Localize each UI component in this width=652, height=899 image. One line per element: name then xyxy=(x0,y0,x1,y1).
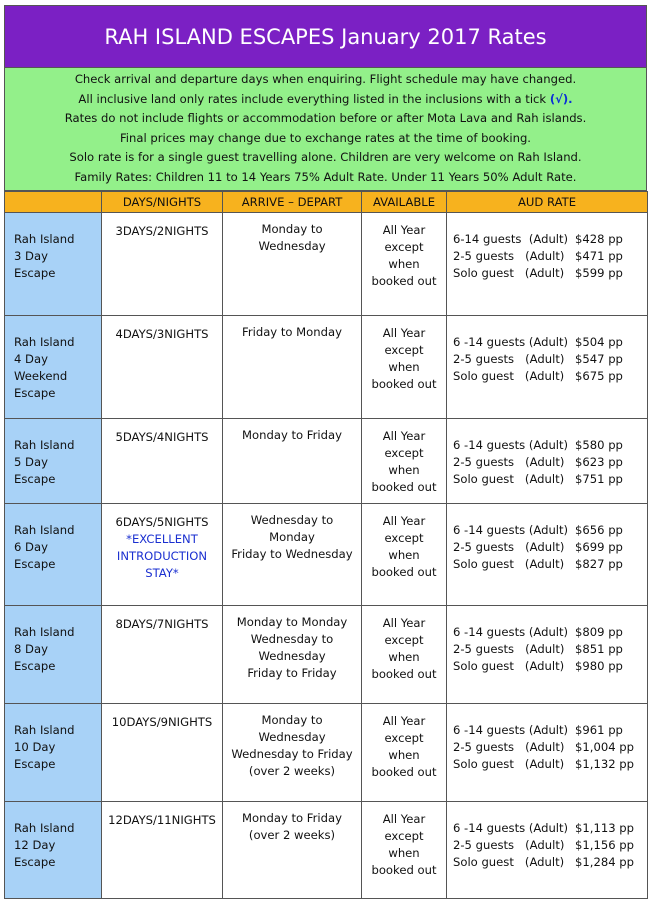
arrive-depart-line: Friday to Wednesday xyxy=(231,547,353,561)
note-line: Solo rate is for a single guest travelling alone. Children are very welcome on Rah Island. xyxy=(69,150,582,164)
header-days-nights: DAYS/NIGHTS xyxy=(102,192,223,213)
available-line: All Year xyxy=(382,514,426,528)
days-nights-cell xyxy=(102,213,223,316)
package-name-line: Rah Island xyxy=(14,232,75,246)
rate-guest-type: 2-5 guests (Adult) xyxy=(453,642,565,656)
rate-line xyxy=(453,722,646,739)
arrive-depart-cell xyxy=(223,802,362,899)
table-row xyxy=(5,504,648,606)
rate-price: $1,156 pp xyxy=(575,838,634,852)
arrive-depart-line: Wednesday xyxy=(258,239,326,253)
aud-rate-cell xyxy=(447,213,648,316)
rate-guest-type: Solo guest (Adult) xyxy=(453,757,565,771)
rate-price: $547 pp xyxy=(575,352,623,366)
highlight-text: STAY* xyxy=(145,566,179,580)
rate-line xyxy=(453,265,646,282)
rate-price: $471 pp xyxy=(575,249,623,263)
package-cell xyxy=(5,419,102,504)
available-line: booked out xyxy=(371,765,437,779)
package-cell xyxy=(5,802,102,899)
rate-price: $1,284 pp xyxy=(575,855,634,869)
rate-guest-type: 6 -14 guests (Adult) xyxy=(453,625,569,639)
rate-guest-type: Solo guest (Adult) xyxy=(453,557,565,571)
available-line: booked out xyxy=(371,274,437,288)
rate-guest-type: 2-5 guests (Adult) xyxy=(453,540,565,554)
package-name-line: Rah Island xyxy=(14,821,75,835)
arrive-depart-line: Wednesday to xyxy=(250,513,334,527)
rate-price: $980 pp xyxy=(575,659,623,673)
rate-price: $851 pp xyxy=(575,642,623,656)
rate-line xyxy=(453,854,646,871)
available-cell xyxy=(362,704,447,802)
rate-guest-type: 6 -14 guests (Adult) xyxy=(453,523,569,537)
available-line: except xyxy=(384,731,424,745)
available-line: when xyxy=(388,548,420,562)
rate-guest-type: Solo guest (Adult) xyxy=(453,369,565,383)
rate-line xyxy=(453,334,646,351)
package-cell xyxy=(5,213,102,316)
rate-guest-type: Solo guest (Adult) xyxy=(453,266,565,280)
available-line: except xyxy=(384,446,424,460)
package-cell xyxy=(5,606,102,704)
rate-guest-type: 2-5 guests (Adult) xyxy=(453,838,565,852)
available-line: All Year xyxy=(382,714,426,728)
highlight-text: INTRODUCTION xyxy=(116,549,208,563)
rate-line xyxy=(453,820,646,837)
available-line: when xyxy=(388,463,420,477)
table-row xyxy=(5,704,648,802)
package-name-line: Escape xyxy=(14,386,56,400)
package-name-line: 8 Day xyxy=(14,642,48,656)
arrive-depart-cell xyxy=(223,504,362,606)
package-cell xyxy=(5,316,102,419)
rate-guest-type: 2-5 guests (Adult) xyxy=(453,740,565,754)
arrive-depart-line: Monday to Friday xyxy=(242,428,342,442)
arrive-depart-cell xyxy=(223,419,362,504)
available-line: All Year xyxy=(382,812,426,826)
rates-table xyxy=(4,191,648,899)
days-nights-text: 6DAYS/5NIGHTS xyxy=(115,515,209,529)
package-cell xyxy=(5,704,102,802)
package-name-line: Rah Island xyxy=(14,523,75,537)
available-line: booked out xyxy=(371,377,437,391)
available-cell xyxy=(362,316,447,419)
table-body xyxy=(5,213,648,899)
table-header-row xyxy=(5,192,648,213)
header-aud-rate: AUD RATE xyxy=(447,192,648,213)
table-row xyxy=(5,802,648,899)
notes-panel xyxy=(4,68,647,191)
package-name-line: Escape xyxy=(14,659,56,673)
arrive-depart-cell xyxy=(223,704,362,802)
arrive-depart-line: Monday to xyxy=(261,713,323,727)
arrive-depart-cell xyxy=(223,316,362,419)
note-line: Family Rates: Children 11 to 14 Years 75% Adult Rate. Under 11 Years 50% Adult Rate. xyxy=(74,169,577,184)
rate-price: $961 pp xyxy=(575,723,623,737)
arrive-depart-line: (over 2 weeks) xyxy=(248,828,336,842)
days-nights-cell xyxy=(102,316,223,419)
rate-line xyxy=(453,556,646,573)
package-name-line: Weekend xyxy=(14,369,68,383)
arrive-depart-line: Monday to Friday xyxy=(242,811,342,825)
package-name-line: Escape xyxy=(14,757,56,771)
available-line: All Year xyxy=(382,429,426,443)
table-row xyxy=(5,419,648,504)
rate-line xyxy=(453,248,646,265)
rate-guest-type: 2-5 guests (Adult) xyxy=(453,249,565,263)
rate-line xyxy=(453,837,646,854)
rate-guest-type: 2-5 guests (Adult) xyxy=(453,455,565,469)
days-nights-text: 12DAYS/11NIGHTS xyxy=(108,813,216,827)
rate-price: $827 pp xyxy=(575,557,623,571)
tick-mark: (√). xyxy=(549,91,573,106)
available-line: booked out xyxy=(371,480,437,494)
rate-price: $1,113 pp xyxy=(575,821,634,835)
note-line: Final prices may change due to exchange rates at the time of booking. xyxy=(119,130,531,145)
available-line: All Year xyxy=(382,326,426,340)
available-line: when xyxy=(388,748,420,762)
rate-line xyxy=(453,231,646,248)
arrive-depart-cell xyxy=(223,213,362,316)
days-nights-text: 3DAYS/2NIGHTS xyxy=(115,224,209,238)
rate-line xyxy=(453,368,646,385)
rate-line xyxy=(453,471,646,488)
rate-guest-type: 6 -14 guests (Adult) xyxy=(453,821,569,835)
rate-price: $675 pp xyxy=(575,369,623,383)
rate-price: $1,132 pp xyxy=(575,757,634,771)
table-row xyxy=(5,316,648,419)
package-name-line: Escape xyxy=(14,266,56,280)
aud-rate-cell xyxy=(447,704,648,802)
rate-guest-type: 6 -14 guests (Adult) xyxy=(453,723,569,737)
arrive-depart-line: Wednesday to xyxy=(250,632,334,646)
package-name-line: Rah Island xyxy=(14,335,75,349)
days-nights-cell xyxy=(102,504,223,606)
rate-guest-type: 2-5 guests (Adult) xyxy=(453,352,565,366)
arrive-depart-line: Wednesday xyxy=(258,649,326,663)
rate-line xyxy=(453,641,646,658)
rate-guest-type: 6-14 guests (Adult) xyxy=(453,232,569,246)
header-arrive-depart: ARRIVE – DEPART xyxy=(223,192,362,213)
package-name-line: 3 Day xyxy=(14,249,48,263)
aud-rate-cell xyxy=(447,316,648,419)
package-name-line: 4 Day xyxy=(14,352,48,366)
table-row xyxy=(5,606,648,704)
arrive-depart-line: Wednesday xyxy=(258,730,326,744)
rate-guest-type: Solo guest (Adult) xyxy=(453,855,565,869)
arrive-depart-line: Monday to xyxy=(261,222,323,236)
available-line: except xyxy=(384,343,424,357)
available-line: booked out xyxy=(371,565,437,579)
available-cell xyxy=(362,802,447,899)
days-nights-text: 4DAYS/3NIGHTS xyxy=(115,327,209,341)
available-line: booked out xyxy=(371,863,437,877)
rate-price: $428 pp xyxy=(575,232,623,246)
package-name-line: Rah Island xyxy=(14,723,75,737)
package-name-line: 12 Day xyxy=(14,838,56,852)
aud-rate-cell xyxy=(447,606,648,704)
rate-line xyxy=(453,351,646,368)
arrive-depart-line: Friday to Monday xyxy=(242,325,342,339)
rate-line xyxy=(453,539,646,556)
available-line: except xyxy=(384,829,424,843)
rate-price: $599 pp xyxy=(575,266,623,280)
available-line: except xyxy=(384,531,424,545)
package-name-line: Rah Island xyxy=(14,625,75,639)
note-line: Rates do not include flights or accommodation before or after Mota Lava and Rah islands. xyxy=(64,111,587,125)
package-name-line: Escape xyxy=(14,472,56,486)
days-nights-text: 5DAYS/4NIGHTS xyxy=(115,430,209,444)
available-cell xyxy=(362,606,447,704)
days-nights-cell xyxy=(102,704,223,802)
package-name-line: Escape xyxy=(14,855,56,869)
rate-line xyxy=(453,756,646,773)
package-cell xyxy=(5,504,102,606)
aud-rate-cell xyxy=(447,802,648,899)
days-nights-cell xyxy=(102,606,223,704)
available-line: when xyxy=(388,650,420,664)
package-name-line: Rah Island xyxy=(14,438,75,452)
header-available: AVAILABLE xyxy=(362,192,447,213)
aud-rate-cell xyxy=(447,504,648,606)
note-line-text: All inclusive land only rates include everything listed in the inclusions with a tick xyxy=(78,91,547,106)
rate-line xyxy=(453,658,646,675)
available-line: when xyxy=(388,360,420,374)
available-line: when xyxy=(388,846,420,860)
available-line: except xyxy=(384,633,424,647)
note-line xyxy=(5,90,646,110)
available-line: when xyxy=(388,257,420,271)
available-cell xyxy=(362,213,447,316)
table-row xyxy=(5,213,648,316)
available-line: All Year xyxy=(382,223,426,237)
rate-line xyxy=(453,739,646,756)
arrive-depart-line: (over 2 weeks) xyxy=(248,764,336,778)
package-name-line: 10 Day xyxy=(14,740,56,754)
rate-price: $751 pp xyxy=(575,472,623,486)
package-name-line: 6 Day xyxy=(14,540,48,554)
days-nights-cell xyxy=(102,802,223,899)
page-title: RAH ISLAND ESCAPES January 2017 Rates xyxy=(4,5,647,68)
rate-price: $1,004 pp xyxy=(575,740,634,754)
note-line: Check arrival and departure days when enquiring. Flight schedule may have changed. xyxy=(74,72,577,86)
available-line: except xyxy=(384,240,424,254)
available-line: booked out xyxy=(371,667,437,681)
rate-guest-type: 6 -14 guests (Adult) xyxy=(453,335,569,349)
header-package xyxy=(5,192,102,213)
package-name-line: Escape xyxy=(14,557,56,571)
arrive-depart-line: Friday to Friday xyxy=(247,666,337,680)
rate-line xyxy=(453,437,646,454)
arrive-depart-line: Wednesday to Friday xyxy=(231,747,353,761)
available-cell xyxy=(362,504,447,606)
rate-price: $623 pp xyxy=(575,455,623,469)
rate-sheet xyxy=(4,5,647,899)
rate-line xyxy=(453,454,646,471)
rate-guest-type: Solo guest (Adult) xyxy=(453,659,565,673)
rate-price: $809 pp xyxy=(575,625,623,639)
days-nights-text: 8DAYS/7NIGHTS xyxy=(115,617,209,631)
rate-price: $656 pp xyxy=(575,523,623,537)
rate-price: $580 pp xyxy=(575,438,623,452)
rate-guest-type: Solo guest (Adult) xyxy=(453,472,565,486)
package-name-line: 5 Day xyxy=(14,455,48,469)
days-nights-text: 10DAYS/9NIGHTS xyxy=(111,715,213,729)
aud-rate-cell xyxy=(447,419,648,504)
available-line: All Year xyxy=(382,616,426,630)
arrive-depart-line: Monday xyxy=(269,530,315,544)
arrive-depart-line: Monday to Monday xyxy=(236,615,348,629)
rate-price: $699 pp xyxy=(575,540,623,554)
highlight-text: *EXCELLENT xyxy=(126,532,198,546)
rate-guest-type: 6 -14 guests (Adult) xyxy=(453,438,569,452)
days-nights-cell xyxy=(102,419,223,504)
rate-line xyxy=(453,522,646,539)
arrive-depart-cell xyxy=(223,606,362,704)
available-cell xyxy=(362,419,447,504)
rate-line xyxy=(453,624,646,641)
rate-price: $504 pp xyxy=(575,335,623,349)
